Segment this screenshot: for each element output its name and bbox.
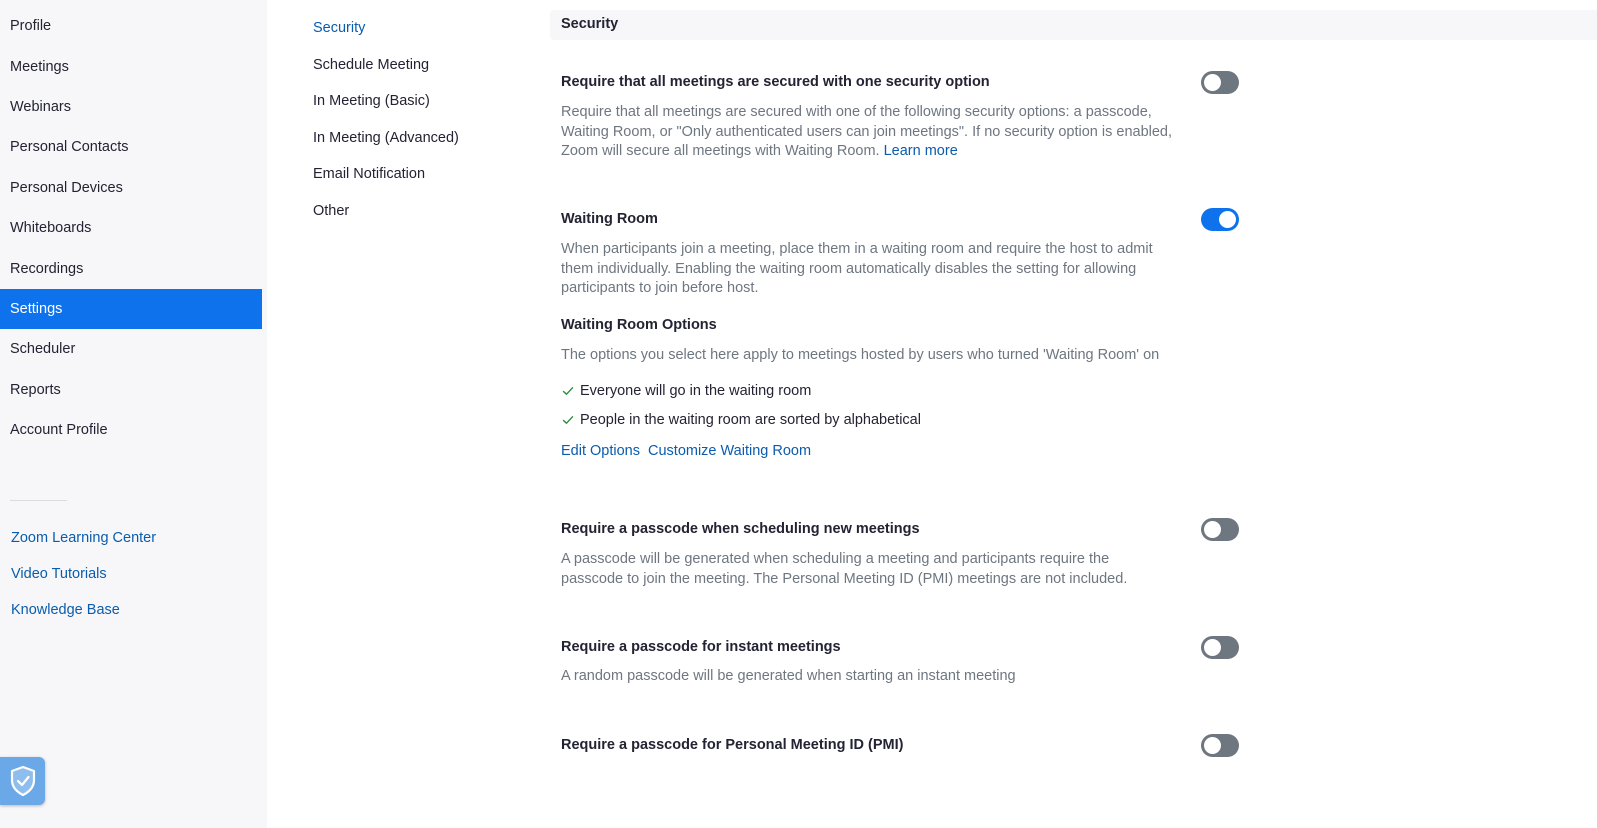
nav-list [0, 6, 262, 450]
link-video-tutorials[interactable]: Video Tutorials [11, 566, 107, 582]
toggle-knob [1204, 737, 1221, 754]
shield-check-icon [9, 765, 37, 797]
setting-title-secure-all: Require that all meetings are secured with one security option [561, 74, 990, 90]
nav-item-profile[interactable]: Profile [10, 18, 52, 35]
nav-item-personal-contacts[interactable]: Personal Contacts [10, 139, 129, 156]
toggle-knob [1219, 211, 1236, 228]
nav-item-recordings[interactable]: Recordings [10, 260, 84, 277]
setting-title-waiting-room: Waiting Room [561, 211, 658, 227]
toggle-passcode-pmi[interactable] [1201, 734, 1239, 757]
toggle-passcode-instant[interactable] [1201, 636, 1239, 659]
nav-item-reports[interactable]: Reports [10, 381, 61, 398]
link-knowledge-base[interactable]: Knowledge Base [11, 602, 120, 618]
nav-item-account-profile[interactable]: Account Profile [10, 422, 108, 439]
setting-desc-secure-all [561, 103, 1176, 162]
tab-in-meeting-basic[interactable]: In Meeting (Basic) [313, 93, 430, 109]
toggle-waiting-room[interactable] [1201, 208, 1239, 231]
link-zoom-learning-center[interactable]: Zoom Learning Center [11, 530, 157, 546]
setting-desc-text: Require that all meetings are secured with one of the following security options: a passcode, Waiting Room, or "Only authenticated users can join meetings". If no security option is enabled, Zoom will secure all meetings with Waiting Room. [561, 104, 1173, 160]
setting-title-passcode-pmi: Require a passcode for Personal Meeting ID (PMI) [561, 737, 904, 753]
nav-item-personal-devices[interactable]: Personal Devices [10, 179, 123, 196]
setting-title-passcode-instant: Require a passcode for instant meetings [561, 639, 841, 655]
waiting-room-options-desc: The options you select here apply to meetings hosted by users who turned 'Waiting Room' on [561, 347, 1160, 363]
settings-sub-nav [313, 10, 459, 229]
check-icon [562, 414, 574, 426]
toggle-passcode-scheduling[interactable] [1201, 518, 1239, 541]
customize-waiting-room-link[interactable]: Customize Waiting Room [648, 443, 812, 459]
learn-more-link[interactable]: Learn more [883, 143, 958, 160]
nav-item-meetings[interactable]: Meetings [10, 58, 69, 75]
tab-email-notification[interactable]: Email Notification [313, 166, 426, 182]
waiting-room-option [562, 383, 811, 399]
tab-schedule-meeting[interactable]: Schedule Meeting [313, 56, 430, 73]
nav-item-settings[interactable]: Settings [0, 289, 262, 329]
security-badge-button[interactable] [0, 757, 45, 805]
tab-in-meeting-advanced[interactable]: In Meeting (Advanced) [313, 129, 459, 146]
nav-item-whiteboards[interactable]: Whiteboards [10, 220, 92, 237]
toggle-knob [1204, 639, 1221, 656]
edit-options-link[interactable]: Edit Options [561, 443, 640, 459]
setting-desc-passcode-instant: A random passcode will be generated when starting an instant meeting [561, 668, 1016, 684]
tab-other[interactable]: Other [313, 202, 350, 219]
setting-desc-passcode-scheduling: A passcode will be generated when scheduling a meeting and participants require the passcode to join the meeting. The Personal Meeting ID (PMI) meetings are not included. [561, 551, 1128, 587]
waiting-room-option [562, 412, 921, 428]
toggle-knob [1204, 521, 1221, 538]
section-header-security: Security [550, 10, 1597, 40]
check-icon [562, 385, 574, 397]
setting-desc-waiting-room: When participants join a meeting, place them in a waiting room and require the host to admit them individually. Enabling the waiting room automatically disables the setting for allowing participants to join before host. [561, 241, 1153, 297]
toggle-secure-all[interactable] [1201, 71, 1239, 94]
setting-title-passcode-scheduling: Require a passcode when scheduling new meetings [561, 521, 920, 537]
toggle-knob [1204, 74, 1221, 91]
waiting-room-option-label: Everyone will go in the waiting room [580, 383, 812, 399]
waiting-room-options-title: Waiting Room Options [561, 317, 717, 333]
left-nav [0, 0, 267, 828]
waiting-room-option-label: People in the waiting room are sorted by alphabetical [580, 412, 921, 428]
nav-help-links [11, 520, 156, 628]
nav-item-webinars[interactable]: Webinars [10, 98, 71, 115]
nav-divider [10, 500, 67, 501]
waiting-room-actions [561, 443, 811, 459]
nav-item-scheduler[interactable]: Scheduler [10, 341, 76, 358]
tab-security[interactable]: Security [313, 20, 366, 36]
